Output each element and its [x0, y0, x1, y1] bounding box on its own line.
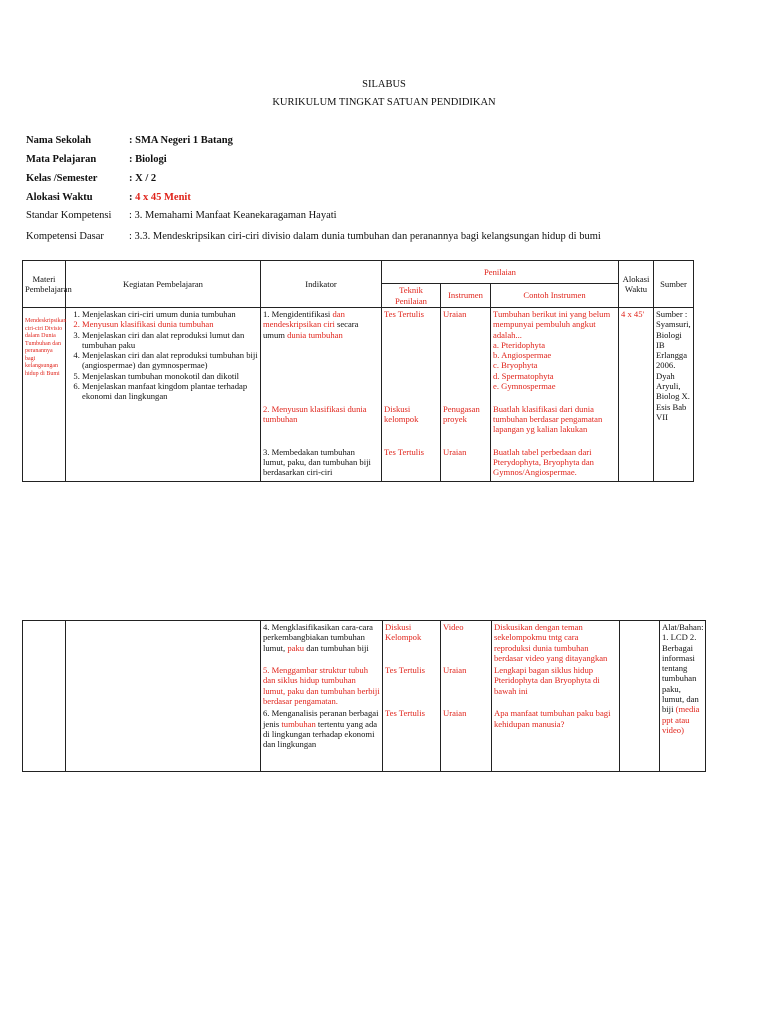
kegiatan-item: 4. Menjelaskan ciri dan alat reproduksi tumbuhan biji (angiospermae) dan gymnospermae): [82, 350, 258, 371]
contoh-cell: [491, 308, 619, 403]
indikator-cell: [261, 308, 382, 403]
identity-label: Standar Kompetensi: [26, 210, 112, 221]
header-alokasi: Alokasi Waktu: [619, 261, 654, 308]
indikator-text: secara umum: [263, 319, 359, 340]
header-penilaian: Penilaian: [382, 261, 619, 284]
kegiatan-item: 6. Menjelaskan manfaat kingdom plantae terhadap ekonomi dan lingkungan: [82, 381, 258, 402]
kegiatan-cell: [66, 308, 261, 482]
teknik-cell: Tes Tertulis: [382, 446, 441, 482]
sumber-cell: Sumber : Syamsuri, Biologi IB Erlangga 2006. Dyah Aryuli, Biolog X. Esis Bab VII: [654, 308, 694, 482]
header-instrumen: Instrumen: [441, 284, 491, 308]
contoh-cell: Lengkapi bagan siklus hidup Pteridophyta dan Bryophyta di bawah ini: [492, 664, 620, 707]
teknik-cell: Diskusi Kelompok: [383, 621, 441, 665]
identity-label: Kompetensi Dasar: [26, 231, 104, 242]
indikator-text-red: tumbuhan: [281, 718, 316, 729]
header-sumber: Sumber: [654, 261, 694, 308]
indikator-cell: 5. Menggambar struktur tubuh dan siklus hidup tumbuhan lumut, paku dan tumbuhan berbiji berdasar pengamatan.: [261, 664, 383, 707]
sumber-text: Alat/Bahan: 1. LCD 2. Berbagai informasi tentang tumbuhan paku, lumut, dan biji: [662, 622, 704, 715]
instrumen-cell: Uraian: [441, 308, 491, 403]
contoh-cell: Diskusikan dengan teman sekelompokmu tntg cara reproduksi dunia tumbuhan berdasar video yang ditayangkan: [492, 621, 620, 665]
identity-label: Mata Pelajaran: [26, 154, 97, 165]
alokasi-cell-empty: [620, 621, 660, 772]
indikator-text-red: dunia tumbuhan: [287, 329, 343, 340]
teknik-cell: Diskusi kelompok: [382, 403, 441, 446]
header-materi: Materi Pembelajaran: [23, 261, 66, 308]
kegiatan-item: 1. Menjelaskan ciri-ciri umum dunia tumbuhan: [82, 309, 258, 319]
teknik-cell: Tes Tertulis: [382, 308, 441, 403]
identity-value: : 3.3. Mendeskripsikan ciri-ciri divisio dalam dunia tumbuhan dan peranannya bagi kelangsungan hidup di bumi: [129, 231, 601, 242]
indikator-text-red: dan mendeskripsikan ciri: [263, 309, 345, 330]
syllabus-table-1: [22, 260, 694, 482]
identity-label: Alokasi Waktu: [26, 192, 93, 203]
indikator-cell: 3. Membedakan tumbuhan lumut, paku, dan tumbuhan biji berdasarkan ciri-ciri: [261, 446, 382, 482]
header-kegiatan: Kegiatan Pembelajaran: [66, 261, 261, 308]
syllabus-table-2: [22, 620, 706, 772]
teknik-cell: Tes Tertulis: [383, 707, 441, 771]
kegiatan-list: [68, 309, 258, 402]
identity-value: : 3. Memahami Manfaat Keanekaragaman Hayati: [129, 210, 337, 221]
indikator-cell: 2. Menyusun klasifikasi dunia tumbuhan: [261, 403, 382, 446]
contoh-cell: Buatlah klasifikasi dari dunia tumbuhan berdasar pengamatan lapangan yg kalian lakukan: [491, 403, 619, 446]
instrumen-cell: Video: [441, 621, 492, 665]
kegiatan-cell-empty: [66, 621, 261, 772]
time-allocation-value: 4 x 45 Menit: [135, 192, 191, 203]
kegiatan-item: 3. Menjelaskan ciri dan alat reproduksi lumut dan tumbuhan paku: [82, 330, 258, 351]
contoh-option: c. Bryophyta: [493, 360, 538, 371]
header-indikator: Indikator: [261, 261, 382, 308]
materi-cell-empty: [23, 621, 66, 772]
indikator-text: 6. Menganalisis peranan berbagai jenis: [263, 708, 379, 729]
indikator-text: dan tumbuhan biji: [304, 642, 369, 653]
document-subtitle: KURIKULUM TINGKAT SATUAN PENDIDIKAN: [272, 97, 496, 108]
instrumen-cell: Uraian: [441, 664, 492, 707]
indikator-text: 4. Mengklasifikasikan cara-cara perkembangbiakan tumbuhan lumut,: [263, 622, 373, 653]
indikator-text: tertentu yang ada di lingkungan terhadap ekonomi dan lingkungan: [263, 718, 378, 750]
header-teknik: Teknik Penilaian: [382, 284, 441, 308]
indikator-cell: [261, 707, 383, 771]
instrumen-cell: Uraian: [441, 707, 492, 771]
sumber-cell: [660, 621, 706, 772]
indikator-cell: [261, 621, 383, 665]
identity-label: Kelas /Semester: [26, 173, 98, 184]
header-contoh: Contoh Instrumen: [491, 284, 619, 308]
teknik-cell: Tes Tertulis: [383, 664, 441, 707]
kegiatan-item: 5. Menjelaskan tumbuhan monokotil dan dikotil: [82, 371, 258, 381]
indikator-text-red: paku: [287, 642, 305, 653]
identity-value: [129, 192, 191, 203]
contoh-option: d. Spermatophyta: [493, 370, 554, 381]
materi-cell: Mendeskripsikan ciri-ciri Divisio dalam Dunia Tumbuhan dan peranannya bagi kelangsungan hidup di Bumi: [23, 308, 66, 482]
instrumen-cell: Penugasan proyek: [441, 403, 491, 446]
identity-value: : X / 2: [129, 173, 157, 184]
contoh-text: Tumbuhan berikut ini yang belum mempunyai pembuluh angkut adalah...: [493, 309, 611, 340]
alokasi-cell: 4 x 45': [619, 308, 654, 482]
contoh-cell: Buatlah tabel perbedaan dari Pterydophyta, Bryophyta dan Gymnos/Angiospermae.: [491, 446, 619, 482]
identity-value: : Biologi: [129, 154, 167, 165]
identity-value: : SMA Negeri 1 Batang: [129, 135, 233, 146]
indikator-text: 1. Mengidentifikasi: [263, 309, 333, 319]
contoh-option: a. Pteridophyta: [493, 339, 546, 350]
identity-label: Nama Sekolah: [26, 135, 92, 146]
identity-value-prefix: :: [129, 192, 136, 203]
document-title: SILABUS: [362, 79, 406, 90]
sumber-text-red: (media ppt atau video): [662, 704, 700, 735]
kegiatan-item: 2. Menyusun klasifikasi dunia tumbuhan: [82, 319, 258, 329]
contoh-cell: Apa manfaat tumbuhan paku bagi kehidupan manusia?: [492, 707, 620, 771]
contoh-option: e. Gymnospermae: [493, 381, 556, 392]
contoh-option: b. Angiospermae: [493, 350, 552, 361]
instrumen-cell: Uraian: [441, 446, 491, 482]
